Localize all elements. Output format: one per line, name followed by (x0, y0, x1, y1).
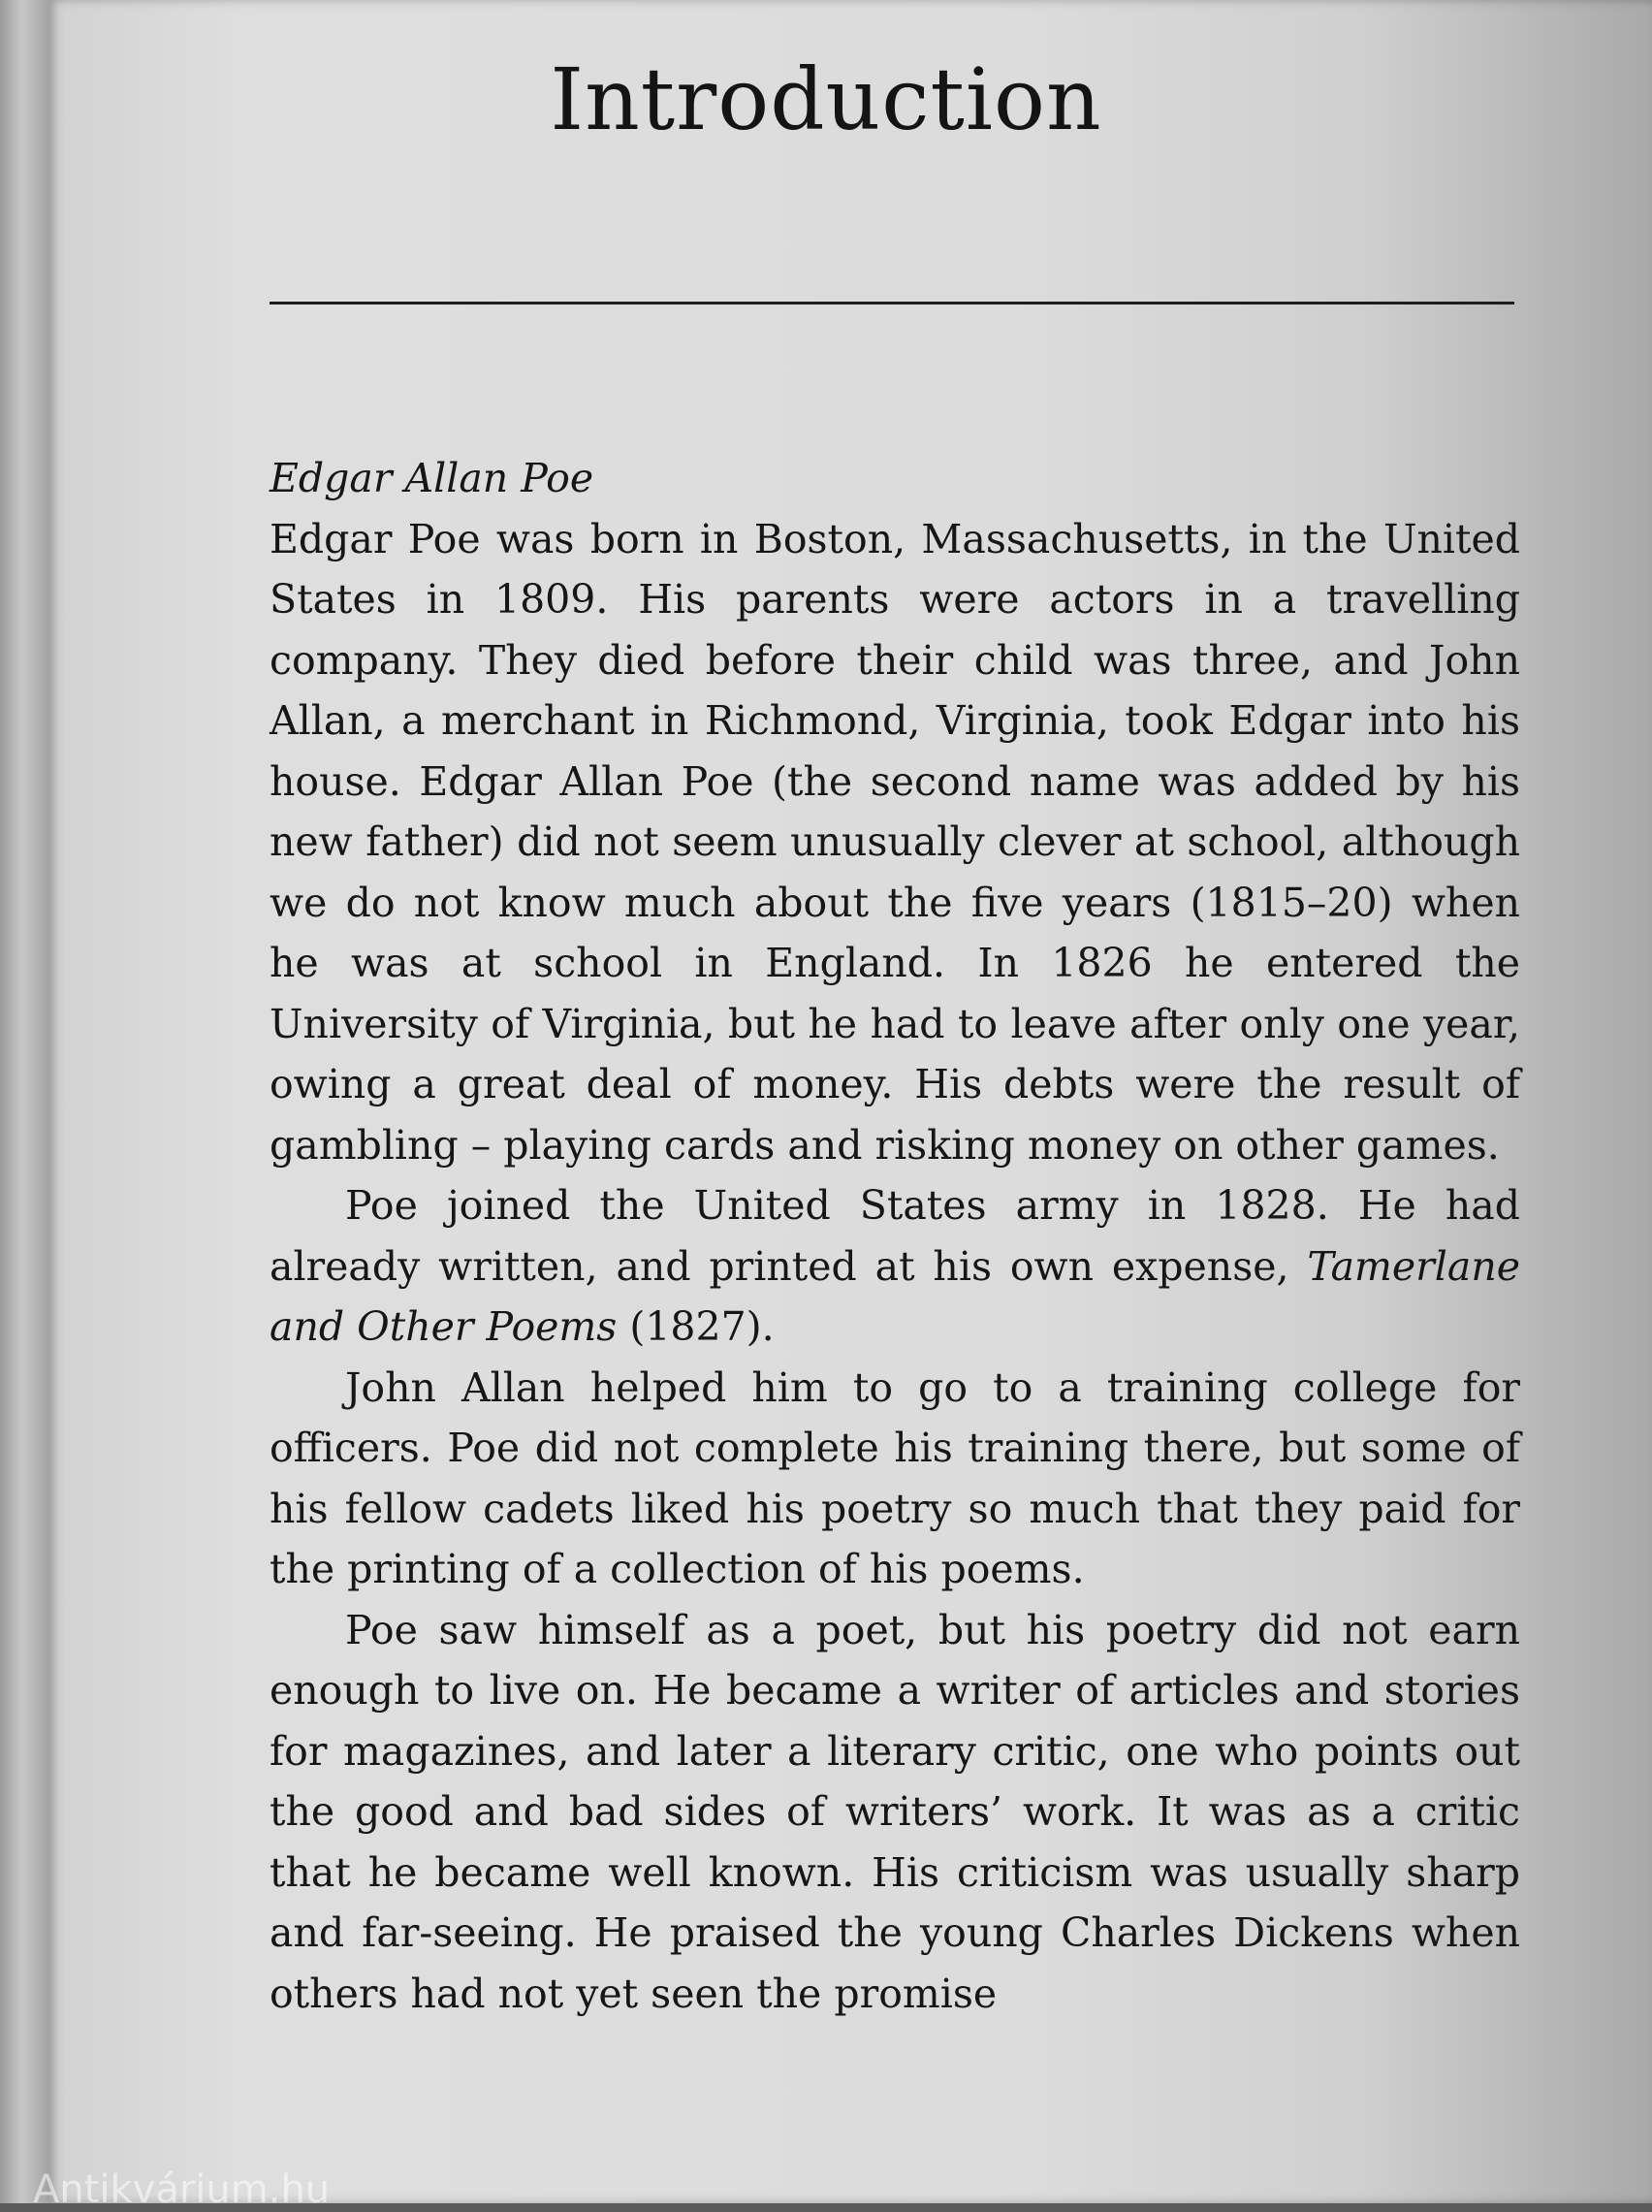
paragraph-1: Edgar Poe was born in Boston, Massachusetts, in the United States in 1809. His parents were actors in a travelling company. They died before their child was three, and John Allan, a merchant in Richmond, Virginia, took Edgar into his house. Edgar Allan Poe (the second name was added by his new father) did not seem unusually clever at school, although we do not know much about the five years (1815–20) when he was at school in England. In 1826 he entered the University of Virginia, but he had to leave after only one year, owing a great deal of money. His debts were the result of gambling – playing cards and risking money on other games. (270, 515, 1520, 1169)
section-heading: Edgar Allan Poe (270, 455, 594, 501)
watermark: Antikvárium.hu (33, 2167, 331, 2212)
paragraph-3: John Allan helped him to go to a training college for officers. Poe did not complete his training there, but some of his fellow cadets liked his poetry so much that they paid for the printing of a collection of his poems. (270, 1363, 1520, 1592)
paragraph-2-year: (1827). (617, 1303, 775, 1350)
book-binding-edge (0, 0, 48, 2203)
paragraph-2-text: Poe joined the United States army in 1828. He had already written, and printed at his own expense, (270, 1182, 1520, 1290)
paragraph-4: Poe saw himself as a poet, but his poetry did not earn enough to live on. He became a writer of articles and stories for magazines, and later a literary critic, one who points out the good and bad sides of writers’ work. It was as a critic that he became well known. His criticism was usually sharp and far-seeing. He praised the young Charles Dickens when others had not yet seen the promise (270, 1606, 1520, 2017)
book-title-tamerlane: Tamerlane and Other Poems (270, 1242, 1520, 1350)
title-divider (270, 302, 1514, 305)
body-text (270, 448, 1520, 2024)
paragraph-2 (270, 1175, 1520, 1358)
page-title: Introduction (550, 49, 1102, 149)
